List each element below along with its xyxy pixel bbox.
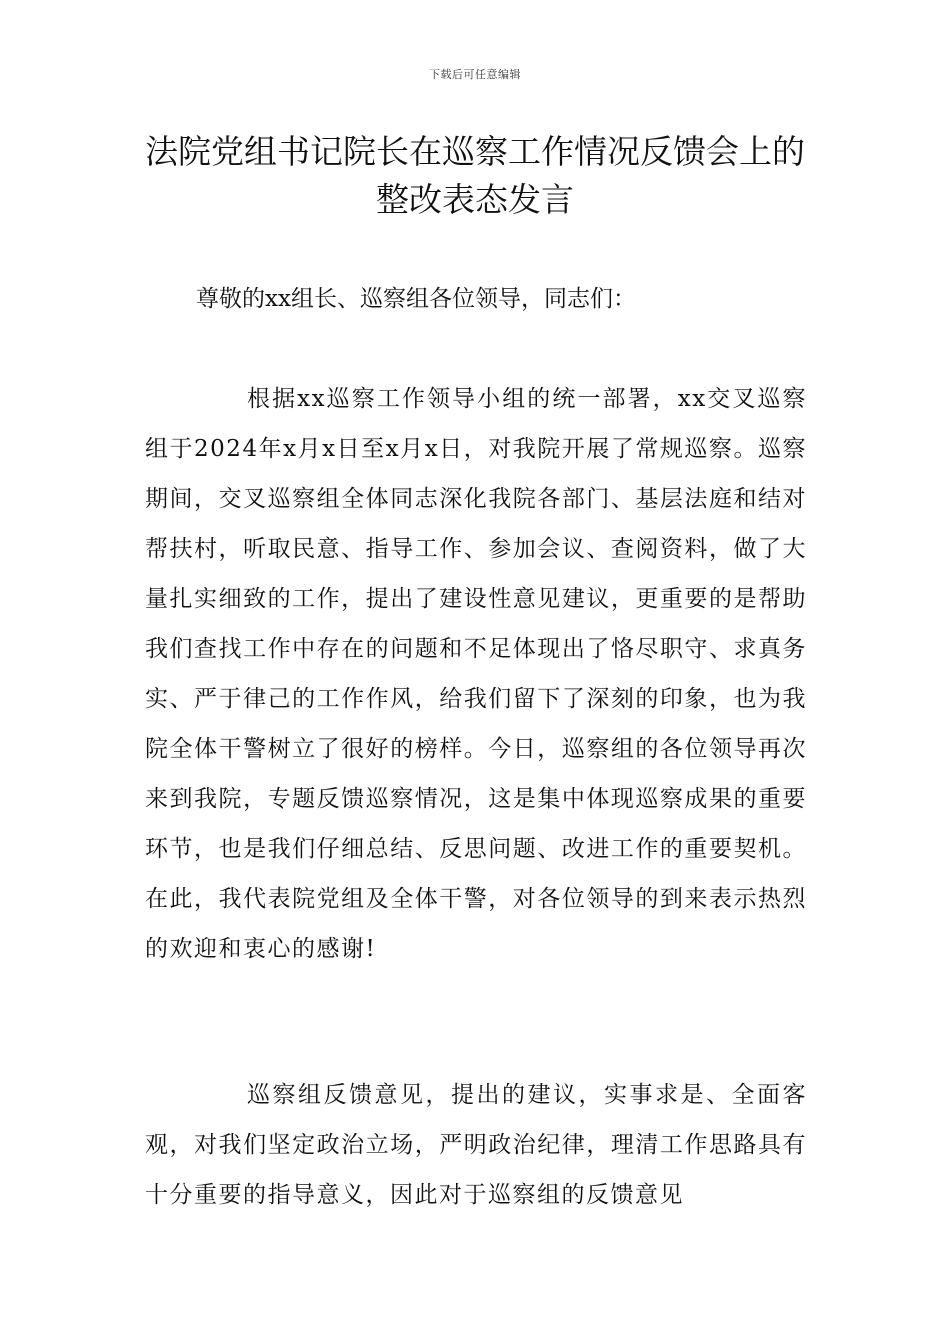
document-title: 法院党组书记院长在巡察工作情况反馈会上的整改表态发言 (145, 132, 805, 219)
paragraph-2: 巡察组反馈意见，提出的建议，实事求是、全面客观，对我们坚定政治立场，严明政治纪律，理清工作思路具有十分重要的指导意义，因此对于巡察组的反馈意见 (145, 1082, 807, 1208)
salutation: 尊敬的xx组长、巡察组各位领导，同志们： (196, 286, 636, 312)
header-note: 下载后可任意编辑 (429, 68, 521, 81)
paragraph-1: 根据xx巡察工作领导小组的统一部署，xx交叉巡察组于2024年x月x日至x月x日，对我院开展了常规巡察。巡察期间，交叉巡察组全体同志深化我院各部门、基层法庭和结对帮扶村，听取民意、指导工作、参加会议、查阅资料，做了大量扎实细致的工作，提出了建设性意见建议，更重要的是帮助我们查找工作中存在的问题和不足体现出了恪尽职守、求真务实、严于律己的工作作风，给我们留下了深刻的印象，也为我院全体干警树立了很好的榜样。今日，巡察组的各位领导再次来到我院，专题反馈巡察情况，这是集中体现巡察成果的重要环节，也是我们仔细总结、反思问题、改进工作的重要契机。在此，我代表院党组及全体干警，对各位领导的到来表示热烈的欢迎和衷心的感谢! (145, 386, 807, 962)
